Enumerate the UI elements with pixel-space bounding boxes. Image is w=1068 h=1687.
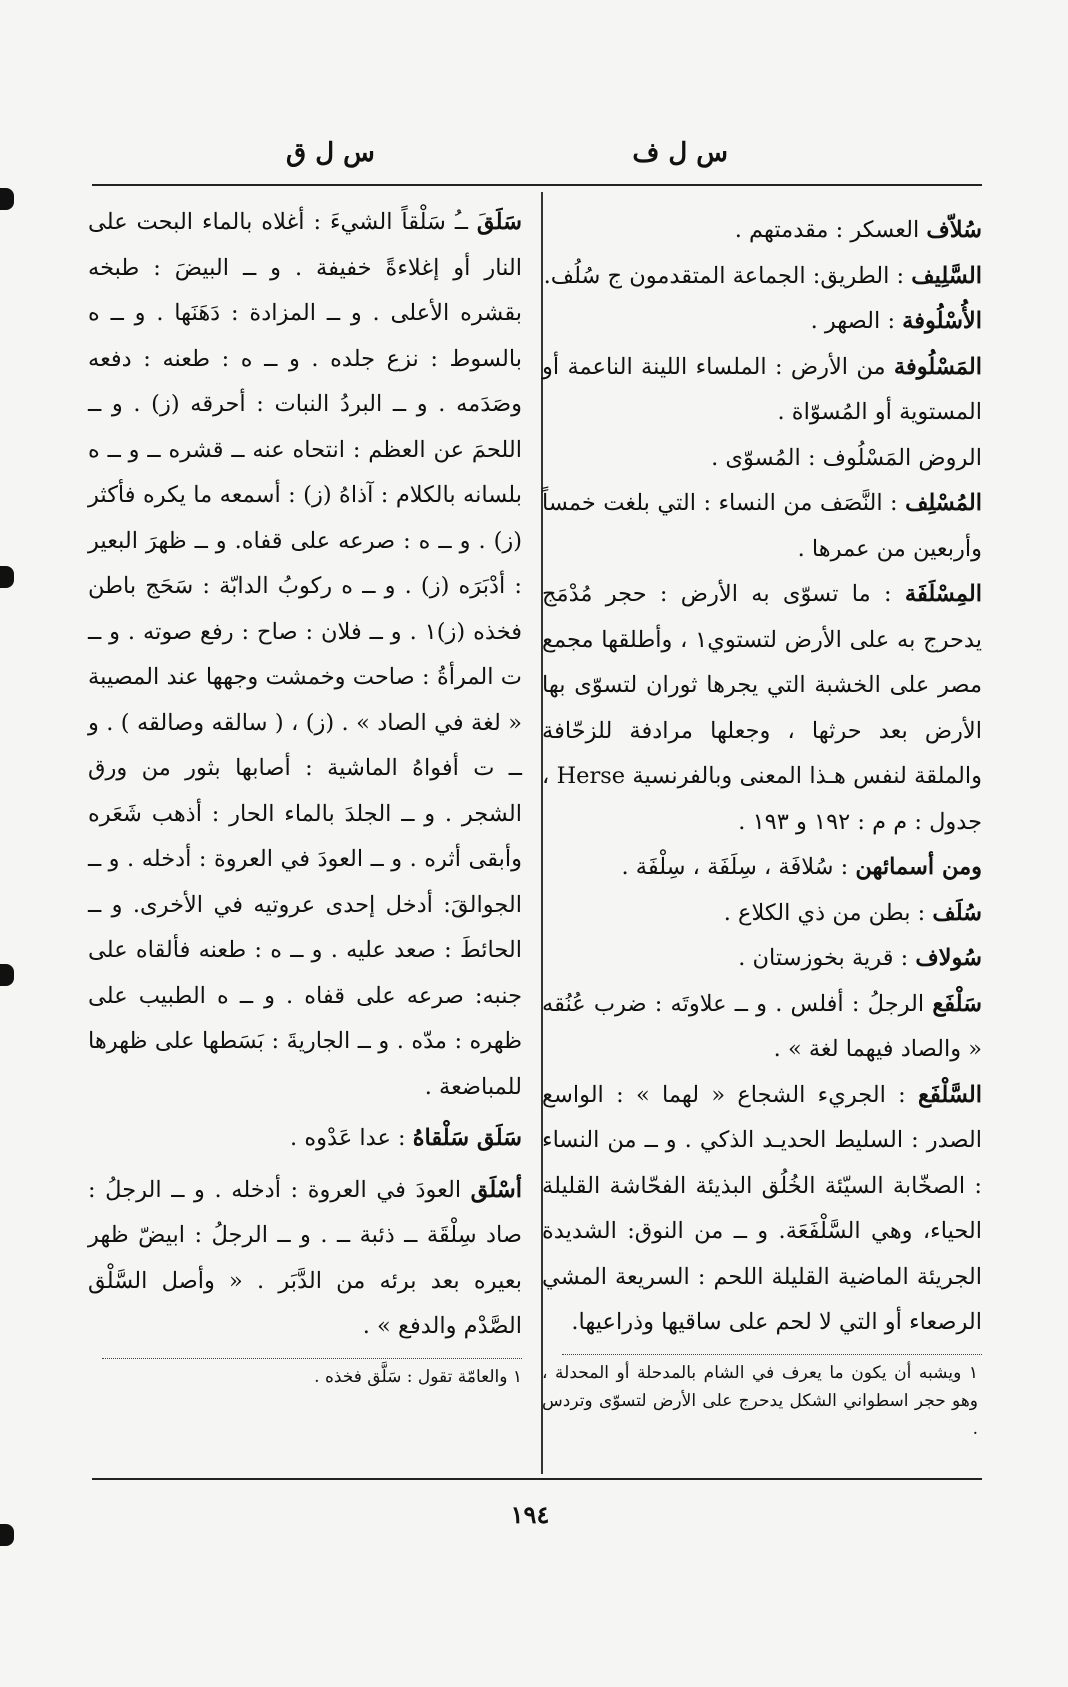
footnote: ١ ويشبه أن يكون ما يعرف في الشام بالمدحلة أو المحدلة ، وهو حجر اسطواني الشكل يدحرج على الأرض لتسوّى وتردس . [542,1362,978,1439]
headword: سَلَق سَلْقاهُ [412,1125,522,1151]
headword: سَلَق [476,209,522,235]
headword: الأُسْلُوفة [902,308,982,334]
headword: المِسْلَفَة [904,581,982,607]
entry-text: الرجلُ : أفلس . و ــ علاوتَه : ضرب عُنُقه « والصاد فيهما لغة » . [542,990,982,1062]
entry-text: الروض المَسْلُوف : المُسوّى . [711,444,982,471]
dictionary-entry [542,982,982,1073]
entry-text: من الأرض : الملساء اللينة الناعمة أو المستوية أو المُسوّاة . [542,353,982,425]
dictionary-entry [542,572,982,845]
entry-text: : عدا عَدْوه . [290,1125,413,1151]
entry-text: : الطريق: الجماعة المتقدمون ج سُلُف. [543,262,912,289]
entry-text: العودَ في العروة : أدخله . و ــ الرجلُ : صاد سِلْقَة ــ ذئبة ــ . و ــ الرجلُ : ابيضّ ظهر بعيره بعد برئه من الدَّبَر . « وأصل السَّلْق الصَّدْم والدفع » . [88,1176,522,1339]
entry-text: : النَّصَف من النساء : التي بلغت خمساً وأربعين من عمرها . [542,490,982,562]
entry-text: العسكر : مقدمتهم . [734,217,927,243]
dictionary-entry [542,481,982,572]
bottom-rule [92,1478,982,1480]
dictionary-entry [88,1116,522,1162]
binding-mark [0,1524,14,1546]
dictionary-entry [542,845,982,891]
headword: المُسْلِف [905,490,982,516]
dictionary-entry [542,254,982,300]
left-column [88,200,522,1391]
headword: المَسْلُوفة [893,353,982,380]
footnote-rule [102,1358,522,1359]
entry-text: : بطن من ذي الكلاع . [723,899,933,926]
dictionary-entry [542,936,982,982]
header-left: س ل ق [286,138,375,168]
headword: السَّلْفَع [918,1081,982,1108]
dictionary-entry [542,208,982,254]
headword: سَلْفَع [932,990,982,1017]
dictionary-entry [542,436,982,482]
dictionary-entry [88,1168,522,1350]
dictionary-entry [542,1073,982,1346]
page-number: ١٩٤ [510,1500,550,1529]
top-rule [92,184,982,186]
footnote: ١ والعامّة تقول : سَلَّق فخذه . [314,1366,522,1387]
entry-text: : الصهر . [810,308,903,334]
dictionary-entry [542,891,982,937]
binding-mark [0,964,14,986]
headword: أسْلَق [470,1176,522,1203]
entry-text: : سُلافَة ، سِلَفَة ، سِلْفَة . [621,854,856,880]
headword: سُلَف [932,899,982,926]
entry-text: : قرية بخوزستان . [738,945,916,971]
dictionary-entry [542,299,982,345]
headword: ومن أسمائهن [855,854,982,880]
footnote-rule [562,1354,982,1355]
right-column [542,208,982,1443]
dictionary-entry [88,200,522,1110]
binding-mark [0,188,14,210]
headword: السَّلِيف [911,262,982,289]
headword: سُولاف [915,945,982,971]
binding-mark [0,566,14,588]
header-right: س ل ف [632,138,728,168]
dictionary-entry [542,345,982,436]
headword: سُلاّف [926,217,982,243]
entry-text: َ ــُ سَلْقاً الشيءَ : أغلاه بالماء البحت على النار أو إغلاءةً خفيفة . و ــ البيضَ : طبخه بقشره الأعلى . و ــ المزادة : دَهَنَها . و ــ ه بالسوط : نزع جلده . و ــ ه : طعنه : دفعه وصَدَمه . و ــ البردُ النبات : أحرقه (ز) . و ــ اللحمَ عن العظم : انتحاه عنه ــ قشره ــ و ــ ه بلسانه بالكلام : آذاهُ (ز) : أسمعه ما يكره فأكثر (ز) . و ــ ه : صرعه على قفاه. و ــ ظهرَ البعير : أدْبَرَه (ز) . و ــ ه ركوبُ الدابّة : سَحَج باطن فخذه (ز)١ . و ــ فلان : صاح : رفع صوته . و ــ ت المرأةُ : صاحت وخمشت وجهها عند المصيبة « لغة في الصاد » . (ز) ، ( سالقه وصالقه ) . و ــ ت أفواهُ الماشية : أصابها بثور من ورق الشجر . و ــ الجلدَ بالماء الحار : أذهب شَعَره وأبقى أثره . و ــ العودَ في العروة : أدخله . و ــ الجوالقَ: أدخل إحدى عروتيه في الأخرى. و ــ الحائطَ : صعد عليه . و ــ ه : طعنه فألقاه على جنبه: صرعه على قفاه . و ــ ه الطبيب على ظهره : مدّه . و ــ الجاريةَ : بَسَطها على ظهرها للمباضعة . [88,209,523,1100]
entry-text: : الجريء الشجاع « لهما » : الواسع الصدر : السليط الحديـد الذكي . و ــ من النساء : الصخّابة السيّئة الخُلُق البذيئة الفحّاشة القليلة الحياء، وهي السَّلْفَعَة. و ــ من النوق: الشديدة الجريئة الماضية القليلة اللحم : السريعة المشي الرصعاء أو التي لا لحم على ساقيها وذراعيها. [542,1081,982,1335]
entry-text: : ما تسوّى به الأرض : حجر مُدْمَج يدحرج به على الأرض لتستوي١ ، وأطلقها مجمع مصر على الخشبة التي يجرها ثوران لتسوّى بها الأرض بعد حرثها ، وجعلها مرادفة للزحّافة والملقة لنفس هـذا المعنى وبالفرنسية Herse ، جدول : م م : ١٩٢ و ١٩٣ . [542,581,983,835]
